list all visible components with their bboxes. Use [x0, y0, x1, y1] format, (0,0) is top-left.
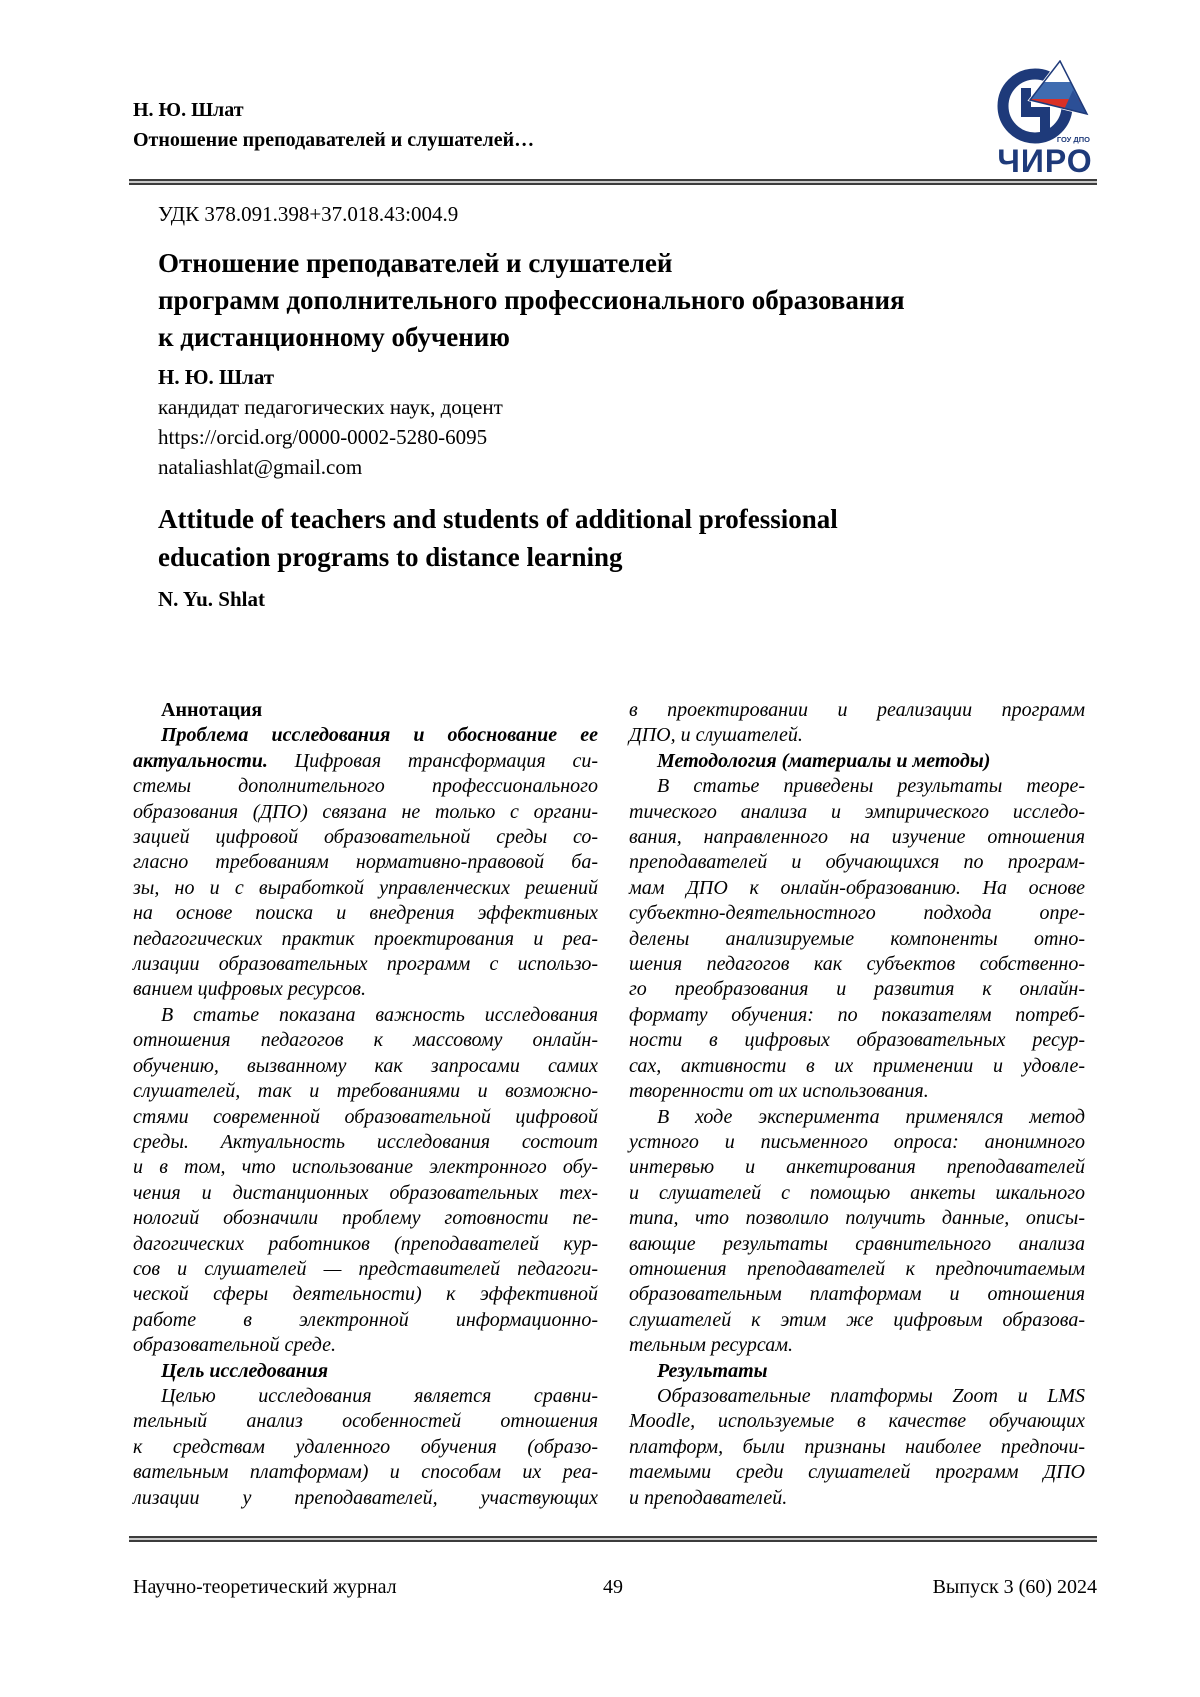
abstract-line: В ходе эксперимента применялся метод: [657, 1105, 1085, 1128]
abstract-line: гласно требованиям нормативно-правовой ба-: [133, 851, 598, 874]
abstract-line: В статье показана важность исследования: [161, 1003, 598, 1026]
abstract-line: устного и письменного опроса: анонимного: [629, 1130, 1085, 1153]
abstract-line: чения и дистанционных образовательных тех-: [133, 1181, 598, 1204]
abstract-line: лизации образовательных программ с использо-: [133, 953, 598, 976]
abstract-line: Проблема исследования и обоснование ее: [161, 724, 598, 747]
abstract-line: интервью и анкетирования преподавателей: [629, 1156, 1085, 1179]
abstract-line: делены анализируемые компоненты отно-: [629, 927, 1085, 950]
footer-page-number: 49: [603, 1576, 623, 1598]
abstract-line: к средствам удаленного обучения (образо-: [133, 1435, 598, 1458]
abstract-line: работе в электронной информационно-: [133, 1308, 598, 1331]
abstract-line: платформ, были признаны наиболее предпочи-: [629, 1435, 1085, 1458]
abstract-line: тельным ресурсам.: [629, 1334, 793, 1357]
title-ru-line: к дистанционному обучению: [158, 322, 510, 352]
abstract-line: и преподавателей.: [629, 1486, 788, 1509]
abstract-line: и в том, что использование электронного обу-: [133, 1156, 598, 1179]
abstract-line: и слушателей с помощью анкеты шкального: [629, 1181, 1085, 1204]
abstract-line: отношения преподавателей к предпочитаемым: [629, 1257, 1085, 1280]
footer-issue: Выпуск 3 (60) 2024: [932, 1576, 1097, 1598]
abstract-line: формату обучения: по показателям потреб-: [629, 1003, 1085, 1026]
abstract-line: таемыми среди слушателей программ ДПО: [629, 1461, 1085, 1484]
abstract-line: на основе поиска и внедрения эффективных: [133, 902, 598, 925]
abstract-column-left: [133, 698, 598, 1511]
abstract-line: вающие результаты сравнительного анализа: [629, 1232, 1085, 1255]
abstract-subheading: Методология (материалы и методы): [657, 749, 991, 772]
abstract-line: вательным платформам) и способам их реа-: [133, 1461, 598, 1484]
running-head-author: Н. Ю. Шлат: [133, 99, 244, 121]
abstract-line: Целью исследования является сравни-: [161, 1384, 598, 1407]
abstract-heading: Аннотация: [161, 699, 263, 721]
abstract-line: ности в цифровых образовательных ресур-: [629, 1029, 1085, 1052]
abstract-line: сах, активности в их применении и удовле-: [629, 1054, 1085, 1077]
logo-org-small: ГОУ ДПО: [1056, 135, 1090, 144]
abstract-subheading: Результаты: [657, 1359, 768, 1382]
logo-org-name: ЧИРО: [997, 143, 1093, 178]
title-ru-line: программ дополнительного профессионального образования: [158, 285, 905, 315]
abstract-line: ванием цифровых ресурсов.: [133, 978, 366, 1001]
abstract-line: тического анализа и эмпирического исследо-: [629, 800, 1085, 823]
abstract-line: стями современной образовательной цифровой: [133, 1105, 598, 1128]
title-en-line: Attitude of teachers and students of additional professional: [158, 504, 838, 534]
author-block: [158, 362, 503, 482]
abstract-line: тельный анализ особенностей отношения: [133, 1410, 598, 1433]
article-title-en: [158, 500, 1058, 576]
abstract-line: образования (ДПО) связана не только с органи-: [133, 800, 598, 823]
abstract-line: творенности от их использования.: [629, 1080, 929, 1103]
abstract-line: образовательным платформам и отношения: [629, 1283, 1085, 1306]
running-head: [133, 95, 534, 155]
footer-rule: [129, 1536, 1097, 1542]
abstract-line: мам ДПО к онлайн-образованию. На основе: [629, 876, 1085, 899]
abstract-line: В статье приведены результаты теоре-: [657, 775, 1085, 798]
title-en-line: education programs to distance learning: [158, 542, 623, 572]
abstract-line: ДПО, и слушателей.: [629, 724, 803, 747]
author-name-ru: Н. Ю. Шлат: [158, 365, 275, 389]
abstract-line: вания, направленного на изучение отношения: [629, 826, 1085, 849]
author-orcid: https://orcid.org/0000-0002-5280-6095: [158, 425, 488, 449]
author-degree: кандидат педагогических наук, доцент: [158, 395, 503, 419]
abstract-line: Образовательные платформы Zoom и LMS: [657, 1384, 1085, 1407]
abstract-line: шения педагогов как субъектов собственно-: [629, 953, 1085, 976]
abstract-line: стемы дополнительного профессионального: [133, 775, 598, 798]
abstract-line: ческой сферы деятельности) к эффективной: [133, 1283, 598, 1306]
abstract-line: актуальности. Цифровая трансформация си-: [133, 749, 598, 772]
footer-journal-type: Научно-теоретический журнал: [133, 1576, 397, 1598]
abstract-line: слушателей к этим же цифровым образова-: [629, 1308, 1085, 1331]
article-title-ru: [158, 245, 1108, 356]
abstract-line: лизации у преподавателей, участвующих: [133, 1486, 598, 1509]
chiro-logo-icon: [993, 60, 1101, 178]
author-name-en: N. Yu. Shlat: [158, 587, 265, 611]
abstract-line: отношения педагогов к массовому онлайн-: [133, 1029, 598, 1052]
abstract-line: среды. Актуальность исследования состоит: [133, 1130, 598, 1153]
author-email: nataliashlat@gmail.com: [158, 455, 363, 479]
abstract-subheading: Цель исследования: [161, 1359, 329, 1382]
abstract-line: Moodle, используемые в качестве обучающих: [629, 1410, 1085, 1433]
abstract-line: нологий обозначили проблему готовности пе-: [133, 1207, 598, 1230]
running-head-title: Отношение преподавателей и слушателей…: [133, 129, 535, 151]
abstract-line: типа, что позволило получить данные, описы-: [629, 1207, 1085, 1230]
abstract-line: субъектно-деятельностного подхода опре-: [629, 902, 1085, 925]
udc-code: УДК 378.091.398+37.018.43:004.9: [158, 202, 459, 226]
abstract-line: образовательной среде.: [133, 1334, 336, 1357]
abstract-line: обучению, вызванному как запросами самих: [133, 1054, 598, 1077]
abstract-line: в проектировании и реализации программ: [629, 699, 1085, 721]
abstract-line: преподавателей и обучающихся по програм-: [629, 851, 1085, 874]
abstract-line: педагогических практик проектирования и реа-: [133, 927, 598, 950]
abstract-line: го преобразования и развития к онлайн-: [629, 978, 1085, 1001]
abstract-line: зы, но и с выработкой управленческих решений: [133, 876, 598, 899]
abstract-column-right: [629, 698, 1085, 1511]
abstract-line: зацией цифровой образовательной среды со-: [133, 826, 598, 849]
journal-logo: [993, 60, 1101, 178]
abstract-line: сов и слушателей — представителей педагоги-: [133, 1257, 598, 1280]
header-rule: [129, 179, 1097, 185]
abstract-line: дагогических работников (преподавателей кур-: [133, 1232, 598, 1255]
abstract-line: слушателей, так и требованиями и возможно-: [133, 1080, 598, 1103]
title-ru-line: Отношение преподавателей и слушателей: [158, 248, 673, 278]
